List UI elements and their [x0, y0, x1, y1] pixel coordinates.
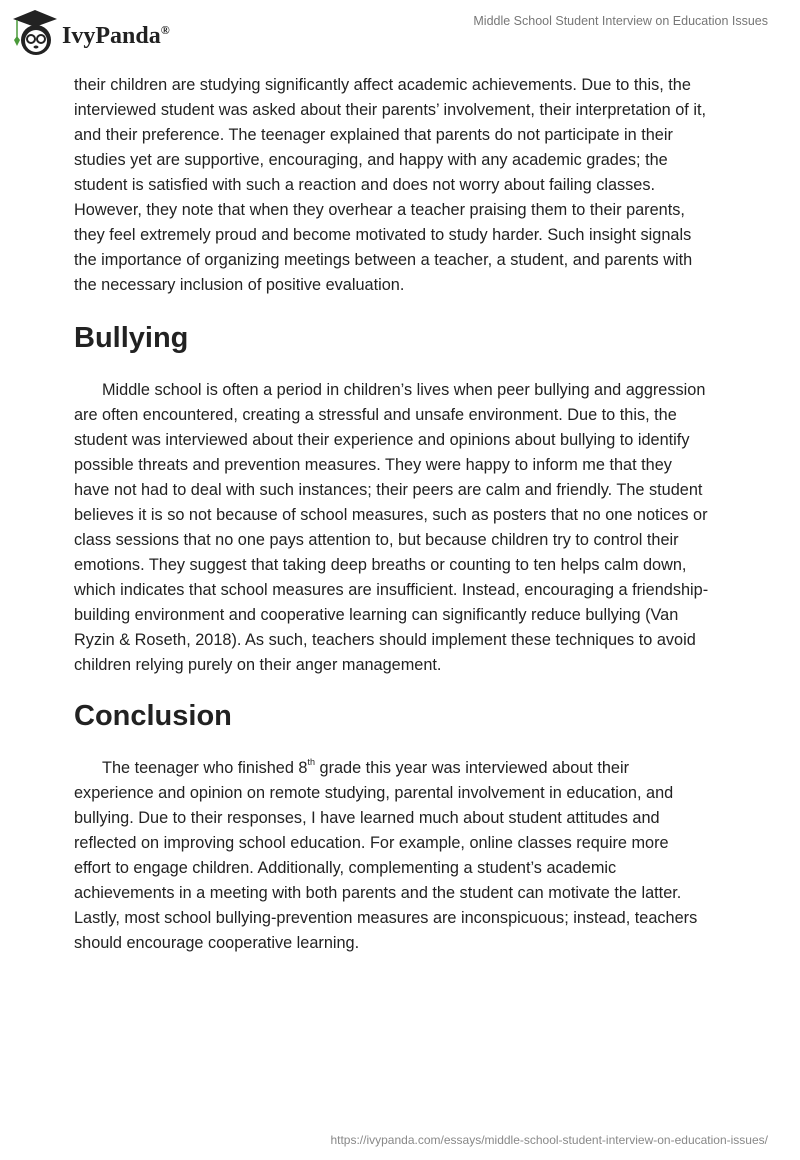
- section-heading-conclusion: Conclusion: [74, 700, 232, 732]
- paragraph-line: student was interviewed about their experience and opinions about bullying to identify: [74, 431, 690, 449]
- paragraph-line: student is satisfied with such a reaction and does not worry about failing classes.: [74, 176, 656, 194]
- paragraph-line: and their preference. The teenager explained that parents do not participate in their: [74, 126, 673, 144]
- line-text: The teenager who finished 8: [102, 759, 308, 777]
- paragraph-line: Ryzin & Roseth, 2018). As such, teachers should implement these techniques to avoid: [74, 631, 696, 649]
- paragraph-line: interviewed student was asked about their parents’ involvement, their interpretation of it,: [74, 101, 706, 119]
- ivypanda-logo[interactable]: [12, 8, 170, 58]
- document-title: Middle School Student Interview on Education Issues: [473, 14, 768, 28]
- paragraph-line: emotions. They suggest that taking deep breaths or counting to ten helps calm down,: [74, 556, 687, 574]
- paragraph-line: reflected on improving school education. For example, online classes require more: [74, 834, 669, 852]
- paragraph-line: However, they note that when they overhear a teacher praising them to their parents,: [74, 201, 685, 219]
- conclusion-paragraph: [74, 756, 754, 956]
- page-header: [0, 0, 800, 60]
- panda-graduate-icon: [12, 8, 58, 58]
- intro-paragraph: [74, 73, 754, 298]
- paragraph-line: studies yet are supportive, encouraging, and happy with any academic grades; the: [74, 151, 668, 169]
- essay-content: [74, 73, 754, 956]
- bullying-paragraph: [74, 378, 754, 678]
- paragraph-line: should encourage cooperative learning.: [74, 934, 360, 952]
- section-heading-bullying: Bullying: [74, 322, 189, 354]
- paragraph-line: have not had to deal with such instances; their peers are calm and friendly. The student: [74, 481, 703, 499]
- ordinal-suffix: th: [307, 757, 315, 767]
- paragraph-line: the necessary inclusion of positive evaluation.: [74, 276, 405, 294]
- paragraph-line: children relying purely on their anger management.: [74, 656, 442, 674]
- logo-text: IvyPanda®: [62, 22, 170, 49]
- paragraph-line: the importance of organizing meetings between a teacher, a student, and parents with: [74, 251, 693, 269]
- paragraph-line: [74, 756, 754, 781]
- source-url[interactable]: https://ivypanda.com/essays/middle-school-student-interview-on-education-issues/: [330, 1133, 768, 1147]
- paragraph-line: possible threats and prevention measures. They were happy to inform me that they: [74, 456, 672, 474]
- paragraph-line: their children are studying significantly affect academic achievements. Due to this, the: [74, 76, 691, 94]
- paragraph-line: building environment and cooperative learning can significantly reduce bullying (Van: [74, 606, 679, 624]
- paragraph-line: effort to engage children. Additionally, complementing a student’s academic: [74, 859, 617, 877]
- paragraph-line: bullying. Due to their responses, I have learned much about student attitudes and: [74, 809, 660, 827]
- paragraph-line: believes it is so not because of school measures, such as posters that no one notices or: [74, 506, 708, 524]
- paragraph-line: Lastly, most school bullying-prevention measures are inconspicuous; instead, teachers: [74, 909, 698, 927]
- paragraph-line: they feel extremely proud and become motivated to study harder. Such insight signals: [74, 226, 692, 244]
- paragraph-line: Middle school is often a period in children’s lives when peer bullying and aggression: [102, 381, 706, 399]
- paragraph-line: achievements in a meeting with both parents and the student can motivate the latter.: [74, 884, 682, 902]
- paragraph-line: experience and opinion on remote studying, parental involvement in education, and: [74, 784, 674, 802]
- paragraph-line: which indicates that school measures are insufficient. Instead, encouraging a friendship-: [74, 581, 709, 599]
- paragraph-line: class sessions that no one pays attention to, but because children try to control their: [74, 531, 679, 549]
- line-text: grade this year was interviewed about their: [314, 759, 630, 777]
- paragraph-line: are often encountered, creating a stressful and unsafe environment. Due to this, the: [74, 406, 677, 424]
